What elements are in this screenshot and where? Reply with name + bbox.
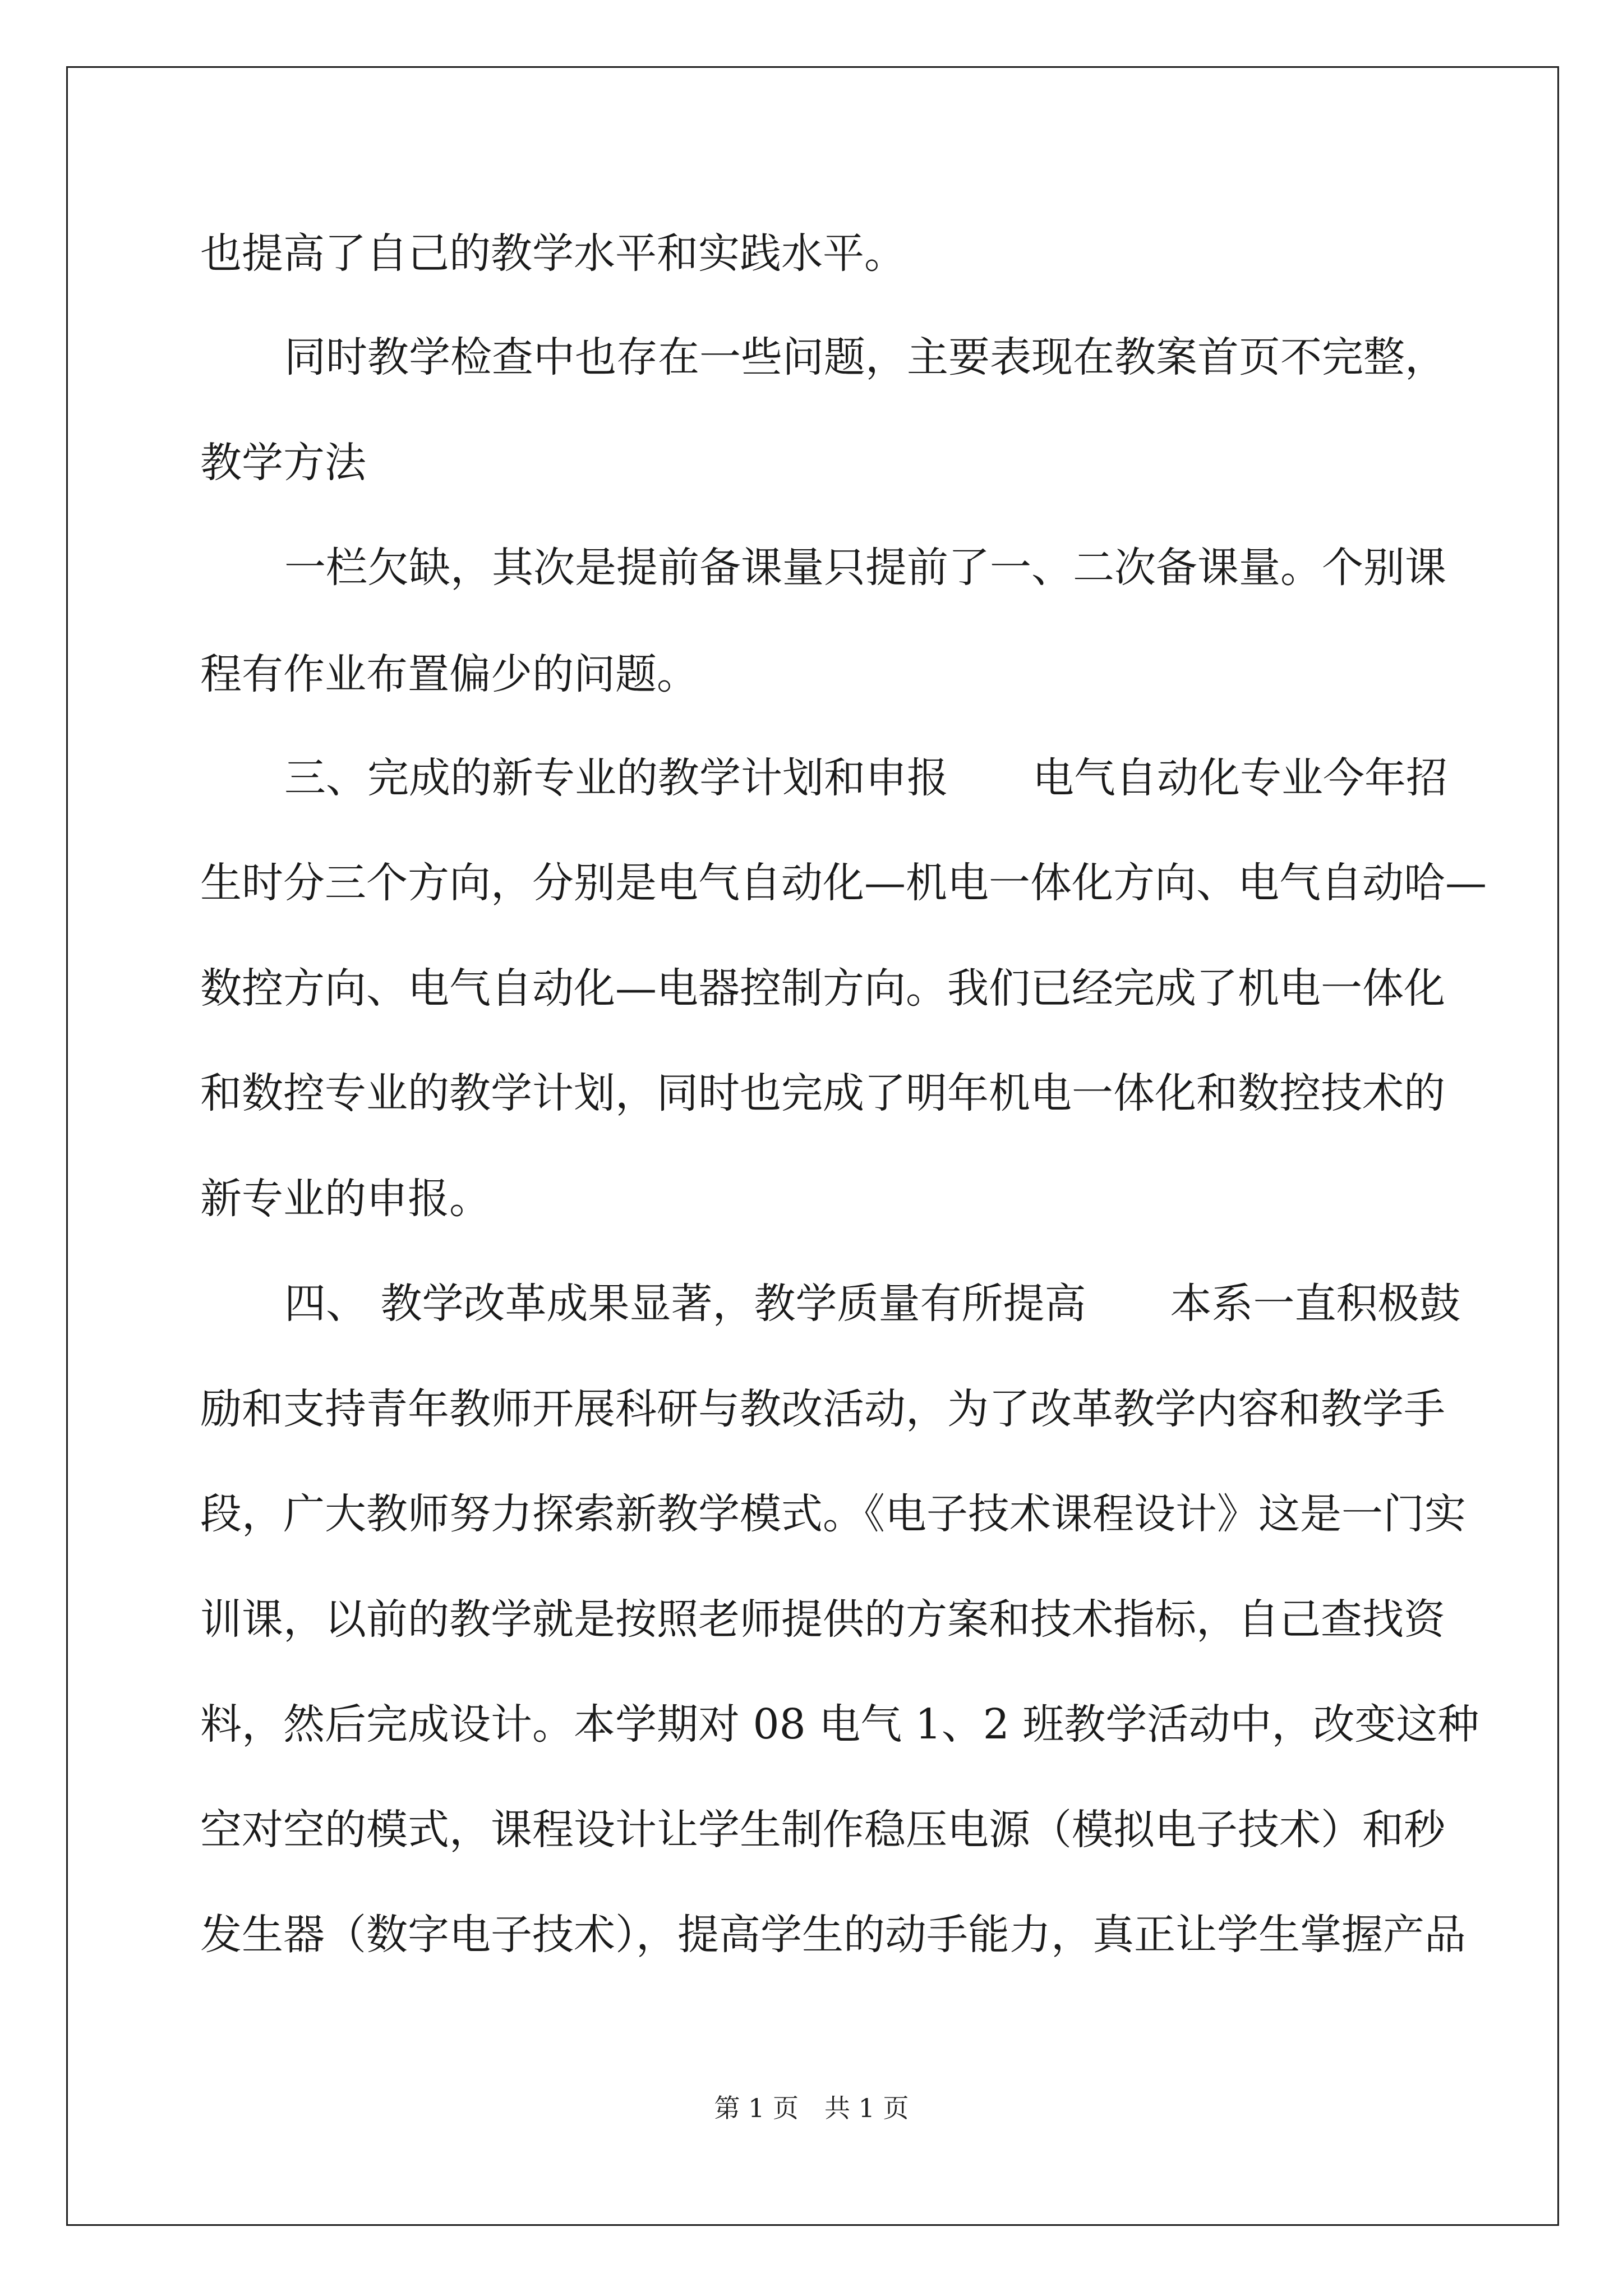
section-3-heading: 三、完成的新专业的教学计划和申报 bbox=[284, 754, 948, 802]
text-line: 励和支持青年教师开展科研与教改活动，为了改革教学内容和教学手 bbox=[200, 1385, 1445, 1433]
text-line: 也提高了自己的教学水平和实践水平。 bbox=[200, 229, 906, 278]
section-3-heading-line bbox=[284, 744, 1447, 812]
text-line: 程有作业布置偏少的问题。 bbox=[200, 650, 698, 698]
text-segment: 本系一直积极鼓 bbox=[1170, 1280, 1461, 1328]
text-line: 训课，以前的教学就是按照老师提供的方案和技术指标，自己查找资 bbox=[200, 1595, 1445, 1644]
section-4-heading: 四、 教学改革成果显著，教学质量有所提高 bbox=[284, 1280, 1086, 1328]
text-line: 教学方法 bbox=[200, 439, 366, 487]
text-line: 新专业的申报。 bbox=[200, 1175, 491, 1223]
page-footer: 第 1 页 共 1 页 bbox=[714, 2093, 909, 2123]
section-4-heading-line bbox=[284, 1270, 1461, 1337]
text-line: 空对空的模式，课程设计让学生制作稳压电源（模拟电子技术）和秒 bbox=[200, 1806, 1445, 1854]
text-segment: 电气自动化专业今年招 bbox=[1032, 754, 1447, 802]
text-line: 段，广大教师努力探索新教学模式。《电子技术课程设计》这是一门实 bbox=[200, 1490, 1466, 1538]
text-line: 同时教学检查中也存在一些问题，主要表现在教案首页不完整， bbox=[284, 333, 1446, 381]
text-line: 数控方向、电气自动化—电器控制方向。我们已经完成了机电一体化 bbox=[200, 964, 1445, 1013]
text-line: 一栏欠缺，其次是提前备课量只提前了一、二次备课量。个别课 bbox=[284, 544, 1446, 592]
text-line: 发生器（数字电子技术），提高学生的动手能力，真正让学生掌握产品 bbox=[200, 1911, 1466, 1959]
text-line: 料，然后完成设计。本学期对 08 电气 1、2 班教学活动中，改变这种 bbox=[200, 1700, 1479, 1749]
text-line: 和数控专业的教学计划，同时也完成了明年机电一体化和数控技术的 bbox=[200, 1069, 1445, 1117]
text-line: 生时分三个方向，分别是电气自动化—机电一体化方向、电气自动哈— bbox=[200, 859, 1487, 907]
